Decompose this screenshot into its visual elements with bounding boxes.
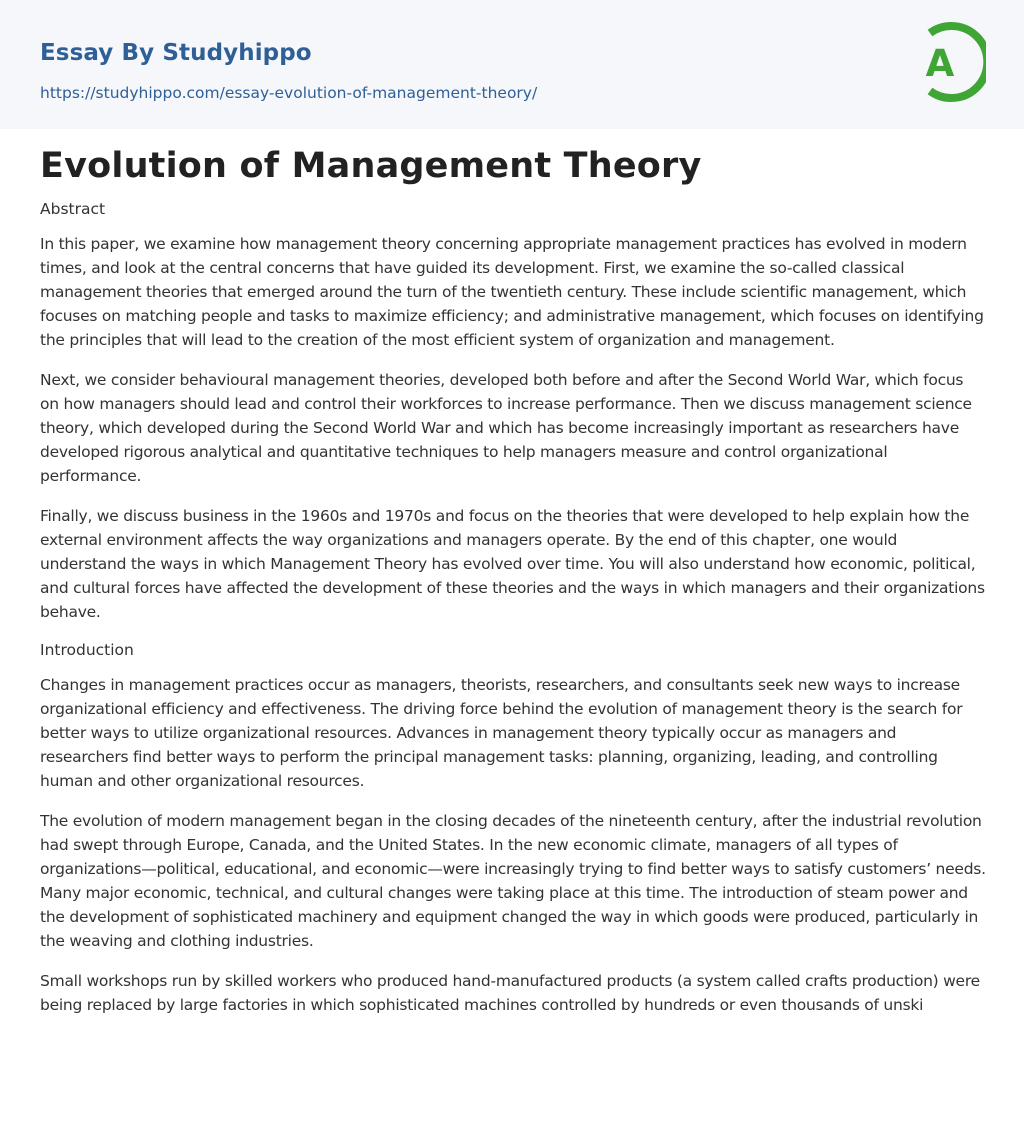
logo-letter: A	[925, 42, 955, 85]
essay-body	[40, 199, 986, 1033]
abstract-paragraph-2: Next, we consider behavioural management theories, developed both before and after the Second World War, which focus on how managers should lead and control their workforces to increase performance. Then we discuss management science theory, which developed during the Second World War and which has become increasingly important as researchers have developed rigorous analytical and quantitative techniques to help managers measure and control organizational performance.	[40, 371, 972, 485]
essay-title: Evolution of Management Theory	[40, 146, 702, 186]
source-url-link[interactable]: https://studyhippo.com/essay-evolution-of-management-theory/	[40, 84, 538, 102]
studyhippo-logo-icon[interactable]	[912, 19, 986, 105]
abstract-paragraph-1: In this paper, we examine how management theory concerning appropriate management practices has evolved in modern times, and look at the central concerns that have guided its development. First, we examine the so-called classical management theories that emerged around the turn of the twentieth century. These include scientific management, which focuses on matching people and tasks to maximize efficiency; and administrative management, which focuses on identifying the principles that will lead to the creation of the most efficient system of organization and management.	[40, 235, 984, 349]
brand-title[interactable]: Essay By Studyhippo	[40, 40, 312, 66]
abstract-heading: Abstract	[40, 200, 106, 218]
introduction-heading: Introduction	[40, 641, 134, 659]
abstract-paragraph-3: Finally, we discuss business in the 1960s and 1970s and focus on the theories that were developed to help explain how the external environment affects the way organizations and managers operate. By the end of this chapter, one would understand the ways in which Management Theory has evolved over time. You will also understand how economic, political, and cultural forces have affected the development of these theories and the ways in which managers and their organizations behave.	[40, 507, 985, 621]
introduction-paragraph-2: The evolution of modern management began in the closing decades of the nineteenth century, after the industrial revolution had swept through Europe, Canada, and the United States. In the new economic climate, managers of all types of organizations—political, educational, and economic—were increasingly trying to find better ways to satisfy customers’ needs. Many major economic, technical, and cultural changes were taking place at this time. The introduction of steam power and the development of sophisticated machinery and equipment changed the way in which goods were produced, particularly in the weaving and clothing industries.	[40, 812, 986, 950]
introduction-paragraph-3: Small workshops run by skilled workers who produced hand-manufactured products (a system called crafts production) were being replaced by large factories in which sophisticated machines controlled by hundreds or even thousands of unski	[40, 972, 980, 1014]
introduction-paragraph-1: Changes in management practices occur as managers, theorists, researchers, and consultants seek new ways to increase organizational efficiency and effectiveness. The driving force behind the evolution of management theory is the search for better ways to utilize organizational resources. Advances in management theory typically occur as managers and researchers find better ways to perform the principal management tasks: planning, organizing, leading, and controlling human and other organizational resources.	[40, 676, 963, 790]
